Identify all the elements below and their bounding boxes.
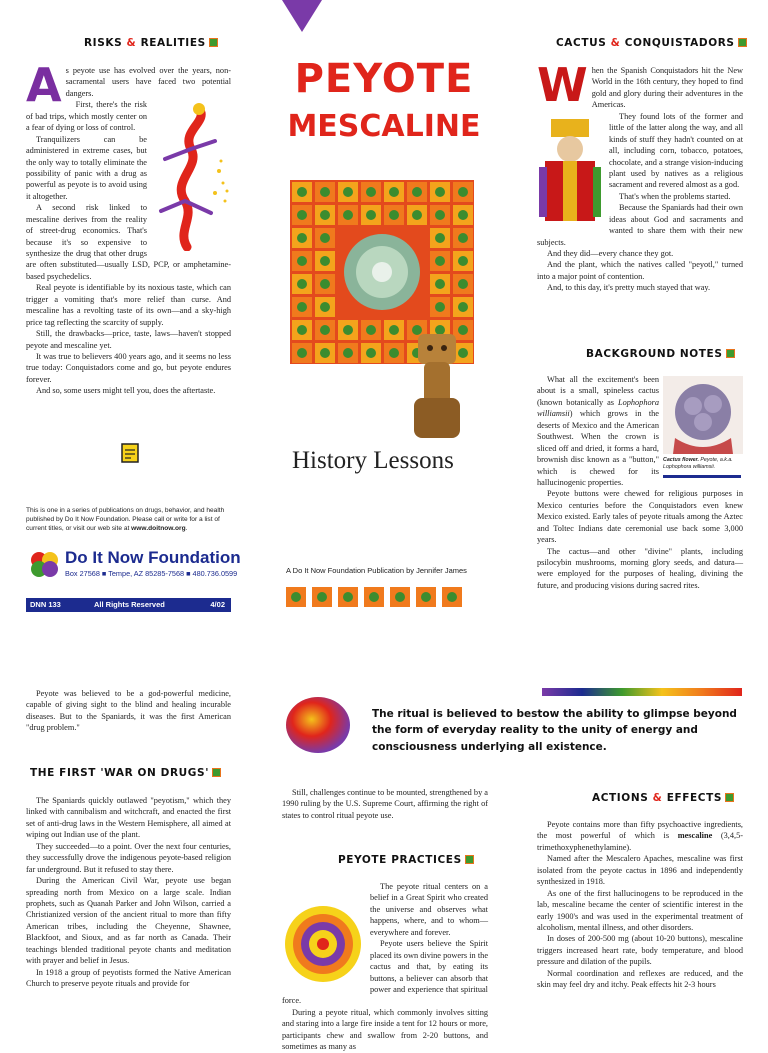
mosaic-tile	[430, 228, 450, 248]
mosaic-tile	[453, 205, 473, 225]
tile-row	[286, 587, 468, 612]
mosaic-tile	[292, 228, 312, 248]
mosaic-tile	[292, 320, 312, 340]
actions-p5: Normal coordination and reflexes are reduced, and the skin may feel dry and itchy. Peak effects hit 2-3 hours	[537, 968, 743, 990]
risks-p3: Tranquilizers can be administered in extreme cases, but the only way to totally eliminate the possibility of panic with a drug as powerful as peyote is to avoid using it altogether.	[26, 134, 147, 201]
background-heading: BACKGROUND NOTES	[586, 348, 735, 360]
mosaic-tile	[315, 228, 335, 248]
mosaic-tile	[453, 274, 473, 294]
mosaic-tile	[315, 182, 335, 202]
cactus-flower-figure	[663, 376, 743, 478]
mosaic-tile	[292, 274, 312, 294]
dropcap-w: W	[537, 58, 588, 112]
mosaic-tile	[315, 205, 335, 225]
mosaic-tile	[453, 297, 473, 317]
mosaic-tile	[430, 182, 450, 202]
website-link[interactable]: www.doitnow.org	[131, 525, 186, 533]
cactus-p1: hen the Spanish Conquistadors hit the New World in the 16th century, they hoped to find gold and glory during their adventures in the Americas.	[591, 66, 743, 110]
footer-bar	[26, 598, 231, 612]
cactus-column	[537, 58, 743, 294]
mosaic-tile	[338, 205, 358, 225]
mosaic-tile	[292, 251, 312, 271]
risks-heading: RISKS & REALITIES	[84, 37, 218, 49]
mosaic-tile	[430, 274, 450, 294]
risks-p1: s peyote use has evolved over the years, non-sacramental users have faced two potential dangers.	[65, 66, 231, 98]
actions-p3: As one of the first hallucinogens to be reproduced in the lab, mescaline became the center of scientific interest in the early 1900's and was used in the experimental treatment of alcoholism, mental illness, and other disorders.	[537, 888, 743, 932]
mosaic-tile	[384, 320, 404, 340]
cover-subtitle: History Lessons	[292, 447, 454, 474]
footer-rights: All Rights Reserved	[94, 600, 165, 609]
mosaic-tile	[292, 343, 312, 363]
mosaic-tile	[315, 343, 335, 363]
risks-p8: And so, some users might tell you, does the aftertaste.	[36, 386, 216, 396]
lizard-figure-icon	[151, 101, 231, 251]
mosaic-tile	[292, 182, 312, 202]
cactus-p5: And they did—every chance they got.	[547, 249, 674, 258]
risks-p6: Still, the drawbacks—price, taste, laws—haven't stopped peyote and mescaline yet.	[26, 329, 231, 350]
triangle-marker-icon	[282, 0, 322, 34]
practices-column	[282, 881, 488, 1053]
mosaic-tile	[292, 205, 312, 225]
tile-icon	[390, 587, 410, 607]
note-icon	[121, 443, 139, 463]
war-column	[26, 795, 231, 989]
war-p2: They succeeded—to a point. Over the next four centuries, they successfully drove the indigenous peyote-based religion far underground. But it refused to stay there.	[26, 841, 231, 874]
war-p4: In 1918 a group of peyotists formed the Native American Church to preserve peyote rituals and provide for	[26, 967, 231, 988]
practices-p1: The peyote ritual centers on a belief in a Great Spirit who created the universe and observes what happens, where, and to whom—everywhere and forever.	[370, 882, 488, 937]
foundation-logo-icon	[28, 549, 62, 579]
gradient-bar	[542, 688, 742, 696]
mosaic-tile	[315, 297, 335, 317]
footer-date: 4/02	[210, 600, 225, 609]
mosaic-tile	[361, 343, 381, 363]
sun-art-icon	[282, 903, 364, 985]
mosaic-tile	[453, 182, 473, 202]
tile-icon	[312, 587, 332, 607]
caption-rule	[663, 475, 741, 478]
cactus-p4: Because the Spaniards had their own ideas about God and sacraments and wanted to share them with their new subjects.	[537, 203, 743, 247]
cactus-flower-photo-icon	[663, 376, 743, 454]
risks-p4: A second risk linked to mescaline derives from the reality of street-drug economics. That's because it's so expensive to synthesize the drug that other drugs are often substituted—usually LSD, PCP, or amphetamine-based psychedelics.	[26, 203, 231, 281]
cactus-p6: And the plant, which the natives called "peyotl," turned into a major point of contention.	[537, 260, 743, 281]
actions-p1: Peyote contains more than fifty psychoactive ingredients, the most powerful of which is mescaline (3,4,5-trimethoxyphenethylamine).	[537, 820, 743, 852]
mosaic-tile	[361, 205, 381, 225]
war-p3: During the American Civil War, peyote use began spreading north from Mexico on a large scale. Indian prophets, such as Quanah Parker and John Wilson, carried a Christianized version of the ancient ritual to more than fifty American tribes, including the Cheyenne, Shawnee, Blackfoot, and Sioux, and as far north as Canada. Their teachings blended traditional peyote chants and meditation with prayer and belief in Jesus.	[26, 876, 231, 966]
mosaic-tile	[338, 343, 358, 363]
foundation-address: Box 27568 ■ Tempe, AZ 85285-7568 ■ 480.736.0599	[65, 569, 238, 578]
practices-p3: During a peyote ritual, which commonly involves sitting and staring into a large fire inside a tent for 12 hours or more, participants chew and swallow from 2-20 buttons, and sometimes as many as	[282, 1007, 488, 1052]
mosaic-tile	[430, 251, 450, 271]
pullquote: The ritual is believed to bestow the ability to glimpse beyond the form of everyday reality to the unity of energy and consciousness underlying all existence.	[372, 708, 737, 753]
series-note: This is one in a series of publications on drugs, behavior, and health published by Do It Now Foundation. Please call or write for a list of current titles, or visit our web site at www.doitnow.org.	[26, 507, 225, 533]
mosaic-tile	[407, 205, 427, 225]
sphere-art-icon	[283, 694, 353, 756]
mosaic-tile	[384, 343, 404, 363]
mosaic-tile	[315, 274, 335, 294]
background-p1: What all the excitement's been about is a small, spineless cactus (known botanically as Lophophora williamsii) which grows in the deserts of Mexico and the American Southwest. When the crown is sliced off and dried, it forms a hard, brownish disc known as a "button," which is chewed for its hallucinogenic properties.	[537, 375, 659, 487]
risks-p5: Real peyote is identifiable by its noxious taste, which can trigger a vomiting that's more relief than curse. And mescaline has a revolting taste of its own—and a sky-high price tag reflecting the scarcity of supply.	[26, 283, 231, 327]
challenges-column: Still, challenges continue to be mounted, strengthened by a 1990 ruling by the U.S. Supreme Court, affirming the right of states to control ritual peyote use.	[282, 788, 488, 820]
bullet-square-icon	[212, 768, 221, 777]
mosaic-tile	[453, 251, 473, 271]
mosaic-tile	[453, 228, 473, 248]
cactus-flower-caption: Cactus flower. Peyote, a.k.a. Lophophora williamsii.	[663, 457, 733, 471]
cactus-heading: CACTUS & CONQUISTADORS	[556, 37, 747, 49]
tile-icon	[286, 587, 306, 607]
dropcap-a: A	[26, 58, 62, 112]
mosaic-tile	[315, 320, 335, 340]
aztec-statue-icon	[408, 328, 466, 444]
mosaic-tile	[338, 320, 358, 340]
cactus-button-icon	[337, 227, 427, 317]
footer-code: DNN 133	[30, 600, 61, 609]
risks-p2: First, there's the risk of bad trips, which mostly center on a fear of dying or loss of control.	[26, 100, 147, 133]
practices-p2: Peyote users believe the Spirit placed its own divine powers in the cactus and that, by eating its buttons, a believer can absorb that power and experience that spiritual force.	[282, 939, 488, 1006]
cactus-p2: They found lots of the former and little of the latter along the way, and all kinds of stuff they hadn't counted on at all, including corn, tobacco, potatoes, chocolate, and a strange vision-inducing plant used by natives as a religious sacrament and revered almost as a god.	[609, 111, 743, 190]
risks-p7: It was true to believers 400 years ago, and it seems no less true today: Conquistadors come and go, but peyote endures forever.	[26, 351, 231, 384]
bullet-square-icon	[465, 855, 474, 864]
mosaic-tile	[292, 297, 312, 317]
background-p2: Peyote buttons were chewed for religious purposes in Mexico centuries before the Conquistadors even knew Mexico existed. Early tales of peyote rituals among the Aztec and Toltec Indians date ceremonial use back some 3,000 years.	[537, 489, 743, 545]
cactus-p3: That's when the problems started.	[619, 191, 731, 201]
bullet-square-icon	[725, 793, 734, 802]
mosaic-tile	[384, 182, 404, 202]
actions-p2: Named after the Mescalero Apaches, mescaline was first isolated from the peyote cactus in 1896 and independently synthesized in 1918.	[537, 854, 743, 887]
intro-bottom: Peyote was believed to be a god-powerful medicine, capable of giving sight to the blind and healing incurable diseases. But to the Spaniards, it was the first American "drug problem."	[26, 689, 231, 733]
mosaic-tile	[361, 320, 381, 340]
tile-icon	[364, 587, 384, 607]
mosaic-tile	[430, 205, 450, 225]
bullet-square-icon	[209, 38, 218, 47]
mosaic-tile	[430, 297, 450, 317]
actions-p4: In doses of 200-500 mg (about 10-20 buttons), mescaline triggers increased heart rate, body temperature, and blood pressure and dilation of the pupils.	[537, 934, 743, 967]
mosaic-tile	[338, 182, 358, 202]
actions-heading: ACTIONS & EFFECTS	[592, 792, 734, 804]
mosaic-tile	[315, 251, 335, 271]
bullet-square-icon	[726, 349, 735, 358]
background-p3: The cactus—and other "divine" plants, including psilocybin mushrooms, morning glory seeds, and datura—were employed for the purposes of healing, divining the future, and producing visions during sacred rites.	[537, 546, 743, 590]
bullet-square-icon	[738, 38, 747, 47]
mosaic-tile	[384, 205, 404, 225]
risks-column	[26, 58, 231, 397]
tile-icon	[338, 587, 358, 607]
cover-byline: A Do It Now Foundation Publication by Jennifer James	[286, 566, 467, 575]
background-column	[537, 374, 743, 591]
conquistador-king-icon	[537, 115, 603, 225]
mosaic-tile	[361, 182, 381, 202]
tile-icon	[416, 587, 436, 607]
foundation-name: Do It Now Foundation	[65, 548, 241, 567]
war-heading: THE FIRST 'WAR ON DRUGS'	[30, 767, 221, 779]
cover-title-1: PEYOTE	[294, 56, 474, 102]
practices-heading: PEYOTE PRACTICES	[338, 854, 474, 866]
cactus-p7: And, to this day, it's pretty much stayed that way.	[547, 283, 711, 293]
actions-column	[537, 819, 743, 991]
war-p1: The Spaniards quickly outlawed "peyotism," which they linked with cannibalism and witchcraft, and enacted the first set of anti-drug laws in the Western Hemisphere, all aimed at wiping out Indian use of the plant.	[26, 796, 231, 840]
cover-title-2: MESCALINE	[287, 109, 481, 144]
mosaic-tile	[407, 182, 427, 202]
tile-icon	[442, 587, 462, 607]
